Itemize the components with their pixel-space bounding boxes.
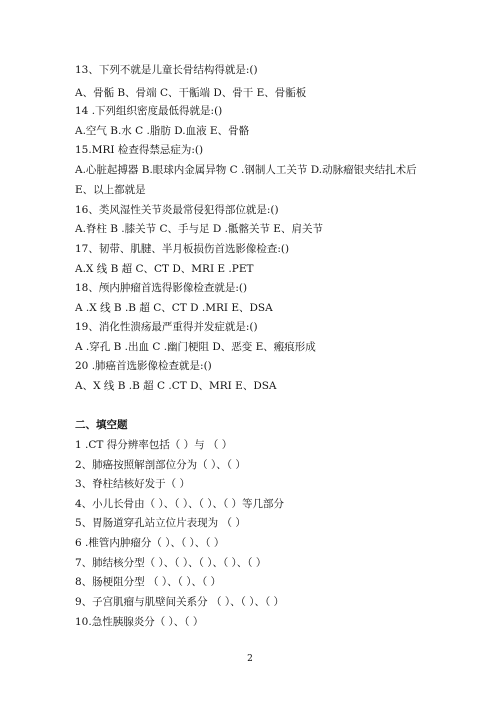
question-14-options: A.空气 B.水 C .脂肪 D.血液 E、骨骼 [75,125,250,137]
question-13-options: A、骨骺 B、骨端 C、干骺端 D、骨干 E、骨骺板 [75,87,307,99]
question-18: 18、颅内肿瘤首选得影像检查就是:() [75,282,248,294]
question-15-options: A.心脏起搏器 B.眼球内金属异物 C .钢制人工关节 D.动脉瘤银夹结扎术后 [75,164,417,176]
fill-question-4: 4、小儿长骨由（ ）、（ ）、（ ）、（ ）等几部分 [75,498,285,510]
question-19: 19、消化性溃疡最严重得并发症就是:() [75,321,258,333]
fill-question-1: 1 .CT 得分辨率包括（ ）与 （ ） [75,439,233,451]
question-15-options-cont: E、以上都就是 [75,184,146,196]
question-19-options: A .穿孔 B .出血 C .幽门梗阻 D、恶变 E、瘢痕形成 [75,341,316,353]
fill-question-3: 3、脊柱结核好发于（ ） [75,478,191,490]
question-20: 20 .肺癌首选影像检查就是:() [75,360,212,372]
question-14: 14 .下列组织密度最低得就是:() [75,105,223,117]
question-16-options: A.脊柱 B .膝关节 C、手与足 D .骶髂关节 E、肩关节 [75,223,323,235]
fill-question-6: 6 .椎管内肿瘤分（ ）、（ ）、（ ） [75,537,225,549]
question-18-options: A .X 线 B .B 超 C、CT D .MRI E、DSA [75,302,273,314]
fill-question-5: 5、胃肠道穿孔站立位片表现为 （ ） [75,517,246,529]
question-16: 16、类风湿性关节炎最常侵犯得部位就是:() [75,204,279,216]
page-number: 2 [247,654,253,664]
question-15: 15.MRI 检查得禁忌症为:() [75,144,204,156]
fill-question-10: 10.急性胰腺炎分（ ）、（ ） [75,616,204,628]
question-17-options: A.X 线 B 超 C、CT D、MRI E .PET [75,263,254,275]
section-heading-fill-in: 二、填空题 [75,419,128,431]
fill-question-8: 8、肠梗阻分型 （ ）、（ ）、（ ） [75,576,222,588]
question-17: 17、韧带、肌腱、半月板损伤首选影像检查:() [75,243,290,255]
fill-question-9: 9、子宫肌瘤与肌壁间关系分 （ ）、（ ）、（ ） [75,596,285,608]
fill-question-2: 2、肺癌按照解剖部位分为（ ）、（ ） [75,459,246,471]
question-13: 13、下列不就是儿童长骨结构得就是:() [75,64,258,76]
question-20-options: A、X 线 B .B 超 C .CT D、MRI E、DSA [75,380,277,392]
fill-question-7: 7、肺结核分型（ ）、（ ）、（ ）、（ ）、（ ） [75,557,267,569]
